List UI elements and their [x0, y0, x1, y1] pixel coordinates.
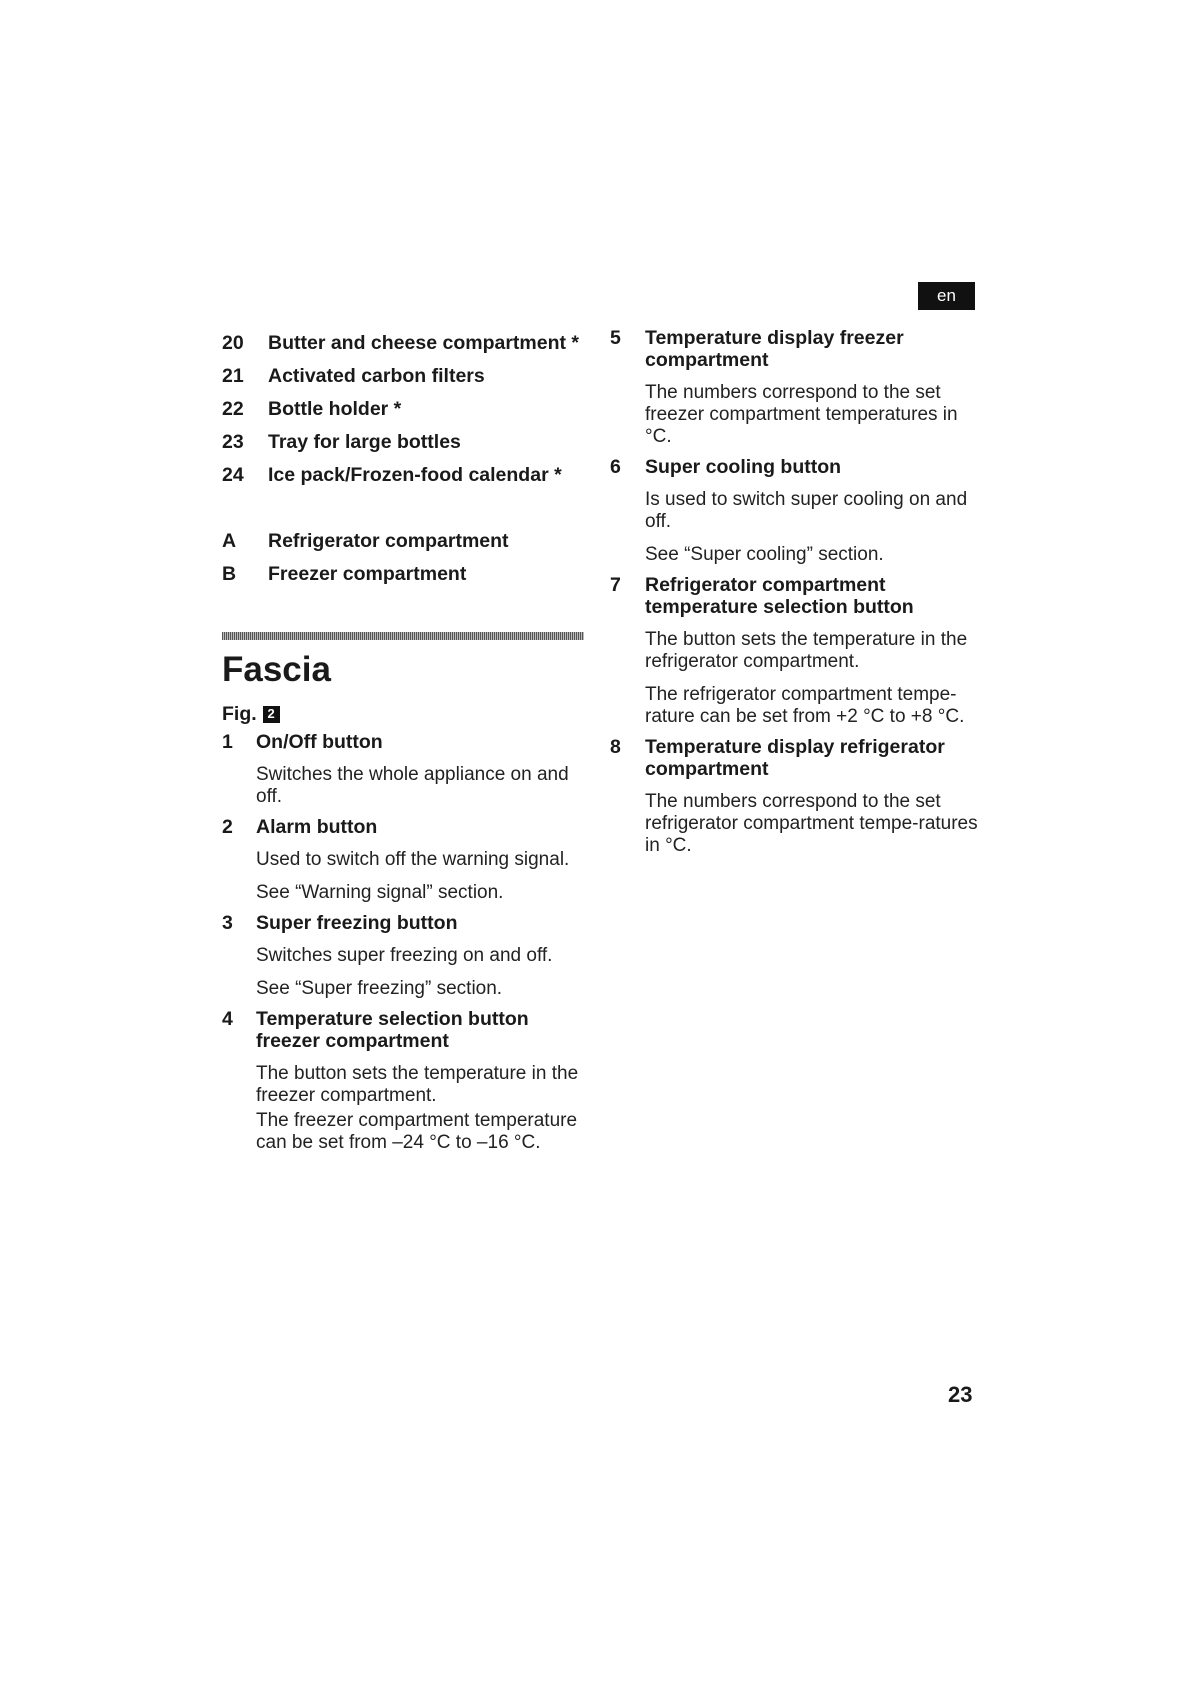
parts-list — [222, 327, 587, 492]
figure-number-badge: 2 — [263, 706, 280, 723]
list-item: 22 Bottle holder * — [222, 398, 402, 420]
section-title: Fascia — [222, 650, 331, 689]
fascia-item: 4 Temperature selection button freezer compartment The button sets the temperature in the freezer compartment. The freezer compartment temperature can be set from –24 °C to –16 °C. — [222, 1008, 579, 1153]
list-item: 21 Activated carbon filters — [222, 365, 485, 387]
section-divider — [222, 632, 584, 640]
right-column — [610, 327, 980, 857]
fascia-item: 7 Refrigerator compartment temperature selection button The button sets the temperature in the refrigerator compartment. The refrigerator compartment tempe-rature can be set from +2 °C to +8 °C. — [610, 574, 968, 727]
fascia-item: 6 Super cooling button Is used to switch super cooling on and off. See “Super cooling” section. — [610, 456, 968, 565]
figure-reference: Fig. 2 — [222, 702, 587, 726]
fascia-item: 3 Super freezing button Switches super freezing on and off. See “Super freezing” section. — [222, 912, 553, 999]
fascia-item: 2 Alarm button Used to switch off the warning signal. See “Warning signal” section. — [222, 816, 570, 903]
list-item: B Freezer compartment — [222, 563, 467, 585]
list-item: 24 Ice pack/Frozen-food calendar * — [222, 464, 562, 486]
compartments-list — [222, 525, 587, 591]
fascia-item: 8 Temperature display refrigerator compartment The numbers correspond to the set refrigerator compartment tempe-ratures in °C. — [610, 736, 978, 856]
left-column — [222, 327, 587, 1154]
page-number: 23 — [948, 1382, 973, 1407]
list-item: 23 Tray for large bottles — [222, 431, 461, 453]
fascia-item: 1 On/Off button Switches the whole appliance on and off. — [222, 731, 569, 807]
list-item: A Refrigerator compartment — [222, 530, 509, 552]
fascia-item: 5 Temperature display freezer compartment The numbers correspond to the set freezer compartment temperatures in °C. — [610, 327, 958, 447]
language-tab: en — [918, 282, 975, 310]
list-item: 20 Butter and cheese compartment * — [222, 332, 580, 354]
